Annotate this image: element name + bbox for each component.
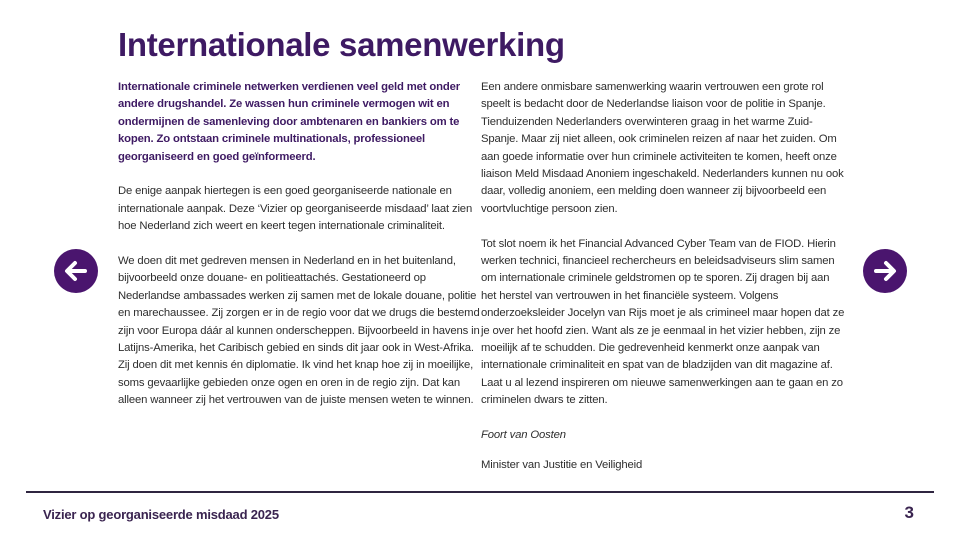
signature-role: Minister van Justitie en Veiligheid xyxy=(481,458,643,471)
previous-page-button[interactable] xyxy=(54,249,98,293)
lead-paragraph: Internationale criminele netwerken verdienen veel geld met onder andere drugshandel. Ze wassen hun criminele vermogen wit en ondermijnen de samenleving door ambtenaren en bankiers om te kopen. Zo ontstaan criminele multinationals, professioneel georganiseerd en goed geïnformeerd. xyxy=(118,81,460,163)
body-paragraph: Tot slot noem ik het Financial Advanced Cyber Team van de FIOD. Hierin werken technici, financieel rechercheurs en beleidsadviseurs slim samen om internationale criminele geldstromen op te sporen. Zij dragen bij aan het herstel van vertrouwen in het financiële systeem. Volgens onderzoeksleider Jocelyn van Rijs moet je als crimineel maar hopen dat ze je over het hoofd zien. Want als ze je eenmaal in het vizier hebben, zijn ze moeilijk af te schudden. Die gedrevenheid kenmerkt onze aanpak van internationale criminaliteit en spat van de bladzijden van dit magazine af. Laat u al lezend inspireren om nieuwe samenwerkingen aan te gaan en zo criminelen dwars te zitten. xyxy=(481,237,845,407)
page-title: Internationale samenwerking xyxy=(118,26,565,63)
left-column xyxy=(118,79,480,427)
next-page-button[interactable] xyxy=(863,249,907,293)
footer-publication-title: Vizier op georganiseerde misdaad 2025 xyxy=(43,507,279,522)
signature-name: Foort van Oosten xyxy=(481,429,566,442)
arrow-left-icon xyxy=(54,249,98,293)
body-paragraph: De enige aanpak hiertegen is een goed georganiseerde nationale en internationale aanpak. Deze ‘Vizier op georganiseerde misdaad’ laat zien hoe Nederland zich weert en keert tegen internationale criminaliteit. xyxy=(118,185,473,233)
page-number: 3 xyxy=(904,503,914,522)
right-column xyxy=(481,79,847,491)
footer-divider xyxy=(26,491,934,493)
body-paragraph: We doen dit met gedreven mensen in Nederland en in het buitenland, bijvoorbeeld onze douane- en politieattachés. Gestationeerd op Nederlandse ambassades werken zij samen met de lokale douane, politie en marechaussee. Zij zorgen er in de regio voor dat we drugs die bestemd zijn voor Europa dáár al kunnen onderscheppen. Bijvoorbeeld in havens in Latijns-Amerika, het Caribisch gebied en sinds dit jaar ook in West-Afrika. Zij doen dit met kennis én diplomatie. Ik vind het knap hoe zij in moeilijke, soms gevaarlijke gebieden onze ogen en oren in de regio zijn. Dat kan alleen wanneer zij het vertrouwen van de juiste mensen weten te winnen. xyxy=(118,255,480,407)
arrow-right-icon xyxy=(863,249,907,293)
body-paragraph: Een andere onmisbare samenwerking waarin vertrouwen een grote rol speelt is bedacht door de Nederlandse liaison voor de politie in Spanje. Tienduizenden Nederlanders overwinteren graag in het warme Zuid-Spanje. Maar zij niet alleen, ook criminelen reizen af naar het zuiden. Om aan goede informatie over hun criminele activiteiten te komen, heeft onze liaison Meld Misdaad Anoniem ingeschakeld. Nederlanders kunnen nu ook daar, volledig anoniem, een melding doen wanneer zij bijvoorbeeld een voortvluchtige persoon zien. xyxy=(481,81,844,215)
